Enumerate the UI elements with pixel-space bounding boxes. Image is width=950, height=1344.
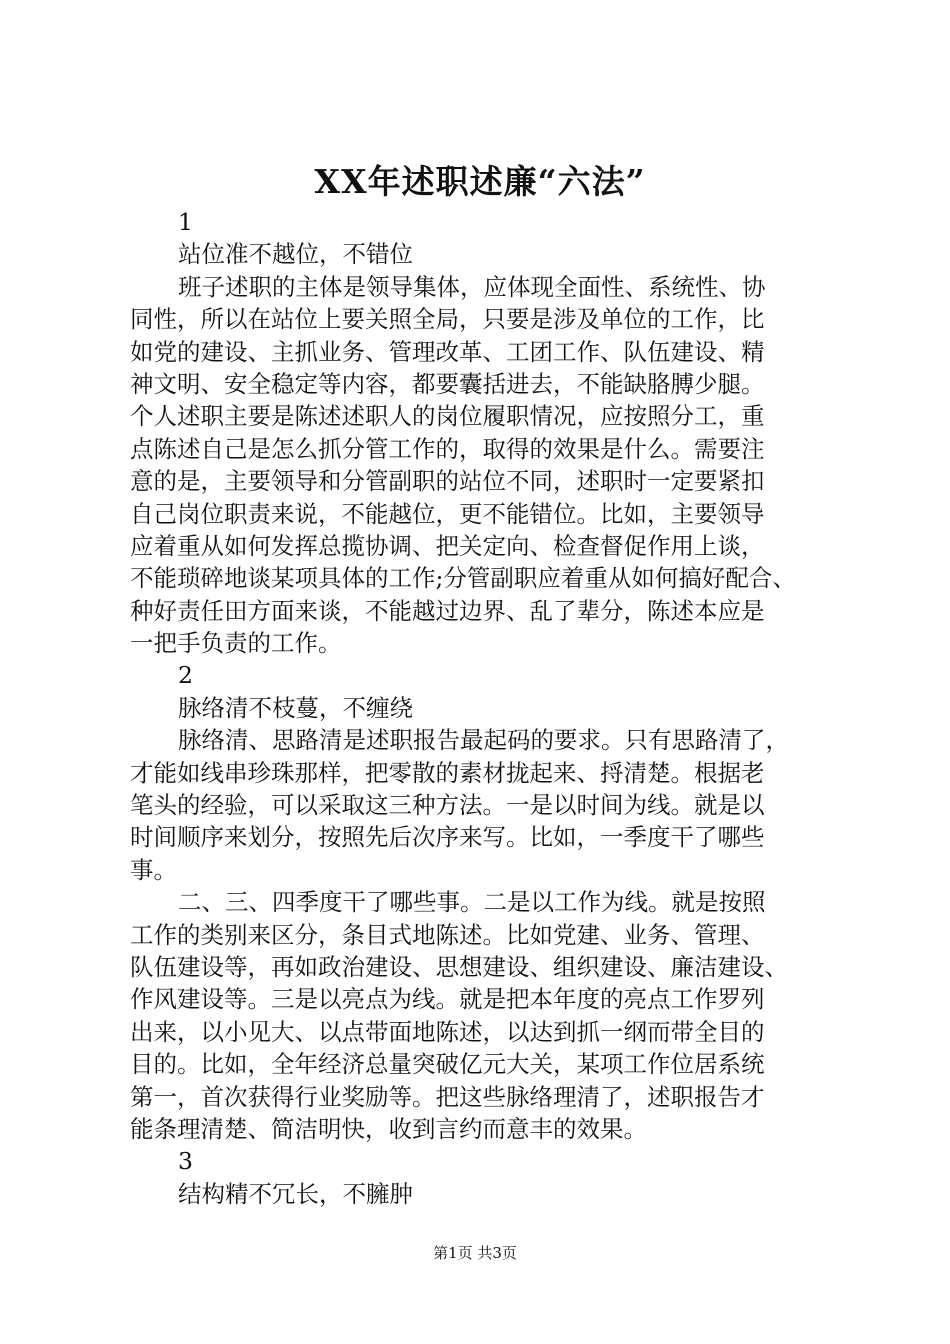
- text-line: 点陈述自己是怎么抓分管工作的，取得的效果是什么。需要注: [130, 434, 765, 463]
- text-line: 脉络清、思路清是述职报告最起码的要求。只有思路清了，: [178, 726, 789, 755]
- text-line: 不能琐碎地谈某项具体的工作;分管副职应着重从如何搞好配合、: [130, 564, 796, 593]
- text-line: 脉络清不枝蔓，不缠绕: [178, 693, 413, 722]
- text-line: 应着重从如何发挥总揽协调、把关定向、检查督促作用上谈，: [130, 531, 765, 560]
- text-line: 能条理清楚、简洁明快，收到言约而意丰的效果。: [130, 1114, 647, 1143]
- text-line: 1: [178, 208, 193, 236]
- text-line: 队伍建设等，再如政治建设、思想建设、组织建设、廉洁建设、: [130, 952, 788, 981]
- text-line: 2: [178, 661, 193, 690]
- text-line: 出来，以小见大、以点带面地陈述，以达到抓一纲而带全目的: [130, 1017, 765, 1046]
- text-line: 种好责任田方面来谈，不能越过边界、乱了辈分，陈述本应是: [130, 596, 765, 625]
- text-line: 如党的建设、主抓业务、管理改革、工团工作、队伍建设、精: [130, 337, 765, 366]
- text-line: 同性，所以在站位上要关照全局，只要是涉及单位的工作，比: [130, 305, 765, 334]
- page-footer: 第1页 共3页: [433, 1244, 517, 1262]
- text-line: 二、三、四季度干了哪些事。二是以工作为线。就是按照: [178, 888, 766, 917]
- text-line: 作风建设等。三是以亮点为线。就是把本年度的亮点工作罗列: [130, 985, 765, 1014]
- text-line: 意的是，主要领导和分管副职的站位不同，述职时一定要紧扣: [130, 467, 765, 496]
- text-line: 工作的类别来区分，条目式地陈述。比如党建、业务、管理、: [130, 920, 765, 949]
- document-body: [130, 206, 830, 1210]
- text-line: 目的。比如，全年经济总量突破亿元大关，某项工作位居系统: [130, 1050, 765, 1079]
- text-line: 结构精不冗长，不臃肿: [178, 1179, 413, 1208]
- text-line: 一把手负责的工作。: [130, 629, 342, 658]
- text-line: 神文明、安全稳定等内容，都要囊括进去，不能缺胳膊少腿。: [130, 369, 765, 398]
- text-line: 3: [178, 1147, 193, 1176]
- text-line: 班子述职的主体是领导集体，应体现全面性、系统性、协: [178, 272, 766, 301]
- text-line: 事。: [130, 855, 177, 884]
- text-line: 时间顺序来划分，按照先后次序来写。比如，一季度干了哪些: [130, 823, 765, 852]
- text-line: 站位准不越位，不错位: [178, 240, 413, 269]
- text-line: 才能如线串珍珠那样，把零散的素材拢起来、捋清楚。根据老: [130, 758, 765, 787]
- document-title: XX年述职述廉“六法”: [314, 162, 646, 201]
- text-line: 第一，首次获得行业奖励等。把这些脉络理清了，述职报告才: [130, 1082, 765, 1111]
- text-line: 个人述职主要是陈述述职人的岗位履职情况，应按照分工，重: [130, 402, 765, 431]
- text-line: 笔头的经验，可以采取这三种方法。一是以时间为线。就是以: [130, 791, 765, 820]
- text-line: 自己岗位职责来说，不能越位，更不能错位。比如，主要领导: [130, 499, 765, 528]
